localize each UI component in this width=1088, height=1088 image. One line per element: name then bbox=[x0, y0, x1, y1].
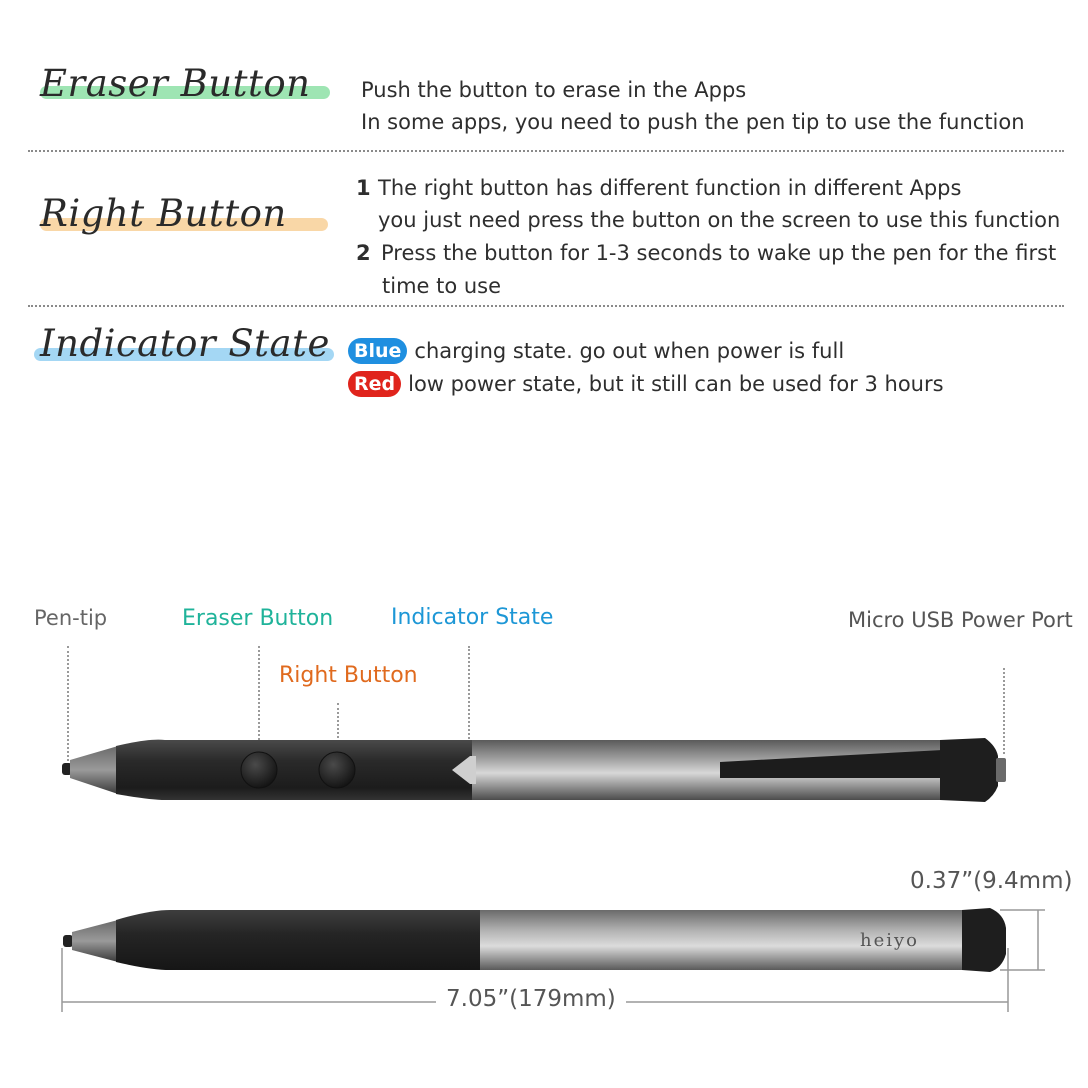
blue-badge: Blue bbox=[348, 338, 407, 364]
right-button-label: Right Button bbox=[279, 663, 418, 688]
indicator-blue-row bbox=[348, 335, 844, 367]
pen-cap bbox=[940, 738, 998, 802]
length-dimension: 7.05”(179mm) bbox=[436, 986, 626, 1012]
pen-tip bbox=[62, 746, 118, 794]
eraser-button[interactable] bbox=[241, 752, 277, 788]
right-item-1-line-1: The right button has different function in different Apps bbox=[378, 176, 962, 200]
diameter-dimension: 0.37”(9.4mm) bbox=[910, 868, 1073, 894]
red-badge: Red bbox=[348, 371, 401, 397]
eraser-button-label: Eraser Button bbox=[182, 606, 334, 631]
section-divider-2 bbox=[28, 305, 1064, 307]
indicator-state-label: Indicator State bbox=[391, 605, 554, 630]
micro-usb-label: Micro USB Power Port bbox=[848, 608, 1073, 632]
brand-logo: heiyo bbox=[860, 930, 920, 951]
eraser-desc-line-2: In some apps, you need to push the pen tip to use the function bbox=[361, 110, 1025, 134]
section-divider-1 bbox=[28, 150, 1064, 152]
red-state-text: low power state, but it still can be used for 3 hours bbox=[408, 372, 944, 396]
pen-grip bbox=[116, 740, 475, 800]
eraser-desc-line-1: Push the button to erase in the Apps bbox=[361, 78, 747, 102]
pen-tip-label: Pen-tip bbox=[34, 606, 108, 630]
eraser-button-heading: Eraser Button bbox=[40, 62, 311, 105]
right-item-2-line-2: time to use bbox=[382, 274, 502, 298]
right-button-heading: Right Button bbox=[40, 192, 287, 235]
indicator-red-row bbox=[348, 368, 944, 400]
right-button[interactable] bbox=[319, 752, 355, 788]
indicator-state-heading: Indicator State bbox=[40, 322, 330, 365]
usb-port bbox=[996, 758, 1006, 782]
right-item-2-number: 2 bbox=[356, 241, 371, 265]
right-item-1-number: 1 bbox=[356, 176, 371, 200]
pen-side-view bbox=[0, 720, 1088, 820]
right-item-2-line-1: Press the button for 1-3 seconds to wake up the pen for the first bbox=[381, 241, 1057, 265]
blue-state-text: charging state. go out when power is full bbox=[414, 339, 845, 363]
right-item-1-line-2: you just need press the button on the screen to use this function bbox=[378, 208, 1061, 232]
